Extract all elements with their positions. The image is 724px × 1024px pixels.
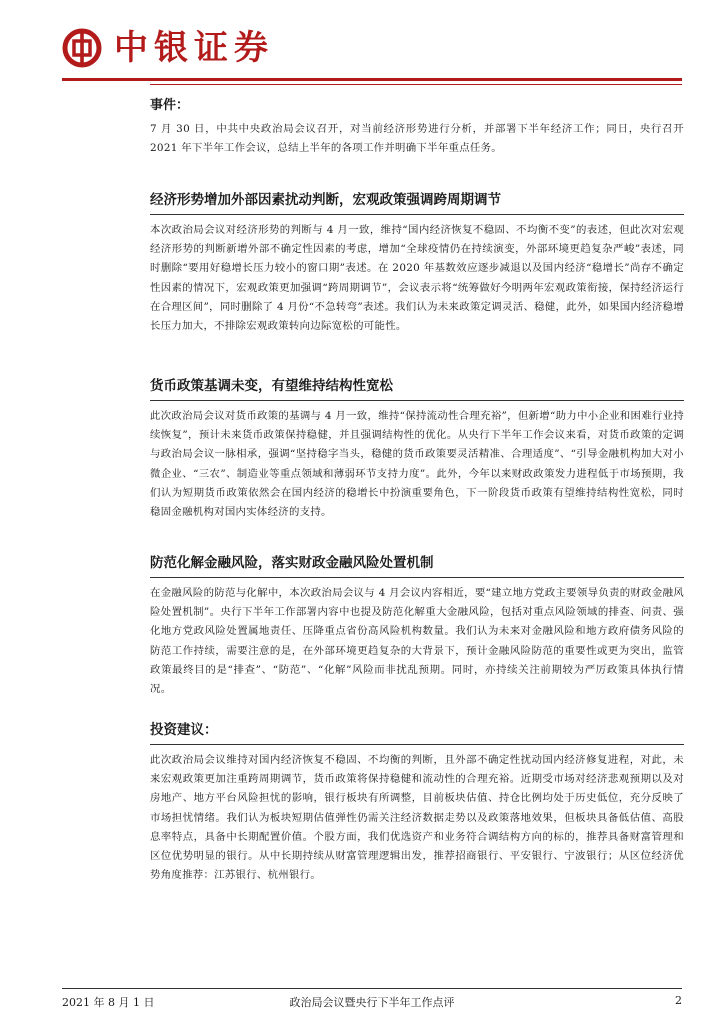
section-economy [150, 188, 684, 336]
section-text-monetary: 此次政治局会议对货币政策的基调与 4 月一致，维持“保持流动性合理充裕”，但新增“助力中小企业和困难行业持续恢复”，预计未来货币政策保持稳健，并且强调结构性的优化。从央行下半年工作会议来看，对货币政策的定调与政治局会议一脉相承，强调“坚持稳字当头，稳健的货币政策要灵活精准、合理适度”、“引导金融机构加大对小微企业、“三农”、制造业等重点领域和薄弱环节支持力度”。此外，今年以来财政政策发力进程低于市场预期，我们认为短期货币政策依然会在国内经济的稳增长中扮演重要角色，下一阶段货币政策有望维持结构性宽松，同时稳固金融机构对国内实体经济的支持。 [150, 410, 684, 519]
section-title-economy: 经济形势增加外部因素扰动判断，宏观政策强调跨周期调节 [150, 188, 684, 215]
header-subdivider [150, 84, 682, 85]
section-text-economy: 本次政治局会议对经济形势的判断与 4 月一致，维持“国内经济恢复不稳固、不均衡不变”的表述，但此次对宏观经济形势的判断新增外部不确定性因素的考虑，增加“全球疫情仍在持续演变，外部环境更趋复杂严峻”表述，同时删除“要用好稳增长压力较小的窗口期”表述。在 2020 年基数效应逐步减退以及国内经济“稳增长”尚存不确定性因素的情况下，宏观政策更加强调“跨周期调节”，会议表示将“统筹做好今明两年宏观政策衔接，保持经济运行在合理区间”，同时删除了 4 月份“不急转弯”表述。我们认为未来政策定调灵活、稳健，此外，如果国内经济稳增长压力加大，不排除宏观政策转向边际宽松的可能性。 [150, 224, 684, 333]
advice-label: 投资建议： [150, 718, 684, 745]
report-header [62, 24, 274, 72]
section-risk [150, 551, 684, 699]
footer-date: 2021 年 8 月 1 日 [62, 996, 155, 1009]
section-title-monetary: 货币政策基调未变，有望维持结构性宽松 [150, 374, 684, 401]
event-label: 事件： [150, 98, 190, 113]
section-title-risk: 防范化解金融风险，落实财政金融风险处置机制 [150, 551, 684, 578]
bank-of-china-logo-icon [62, 28, 102, 68]
event-text-block [150, 120, 684, 158]
footer-divider [62, 988, 682, 989]
header-divider [62, 78, 682, 81]
section-text-risk: 在金融风险的防范与化解中，本次政治局会议与 4 月会议内容相近，要“建立地方党政主要领导负责的财政金融风险处置机制”。央行下半年工作部署内容中也提及防范化解重大金融风险，包括对重点风险领域的排查、问责、强化地方党政风险处置属地责任、压降重点省份高风险机构数量。我们认为未来对金融风险和地方政府债务风险的防范工作持续，需要注意的是，在外部环境更趋复杂的大背景下，预计金融风险防范的重要性或更为突出，监管政策最终目的是“排查”、“防范”、“化解”风险而非扰乱预期。同时，亦持续关注前期较为严厉政策具体执行情况。 [150, 587, 684, 696]
brand-name: 中银证券 [114, 28, 274, 68]
event-block [150, 94, 684, 113]
page-footer [62, 994, 682, 1010]
event-text: 7 月 30 日，中共中央政治局会议召开，对当前经济形势进行分析，并部署下半年经济工作；同日，央行召开2021 年下半年工作会议，总结上半年的各项工作并明确下半年重点任务。 [150, 123, 684, 155]
advice-block [150, 718, 684, 885]
footer-title: 政治局会议暨央行下半年工作点评 [289, 996, 455, 1009]
advice-text: 此次政治局会议维持对国内经济恢复不稳固、不均衡的判断，且外部不确定性扰动国内经济修复进程，对此，未来宏观政策更加注重跨周期调节，货币政策将保持稳健和流动性的合理充裕。近期受市场对经济悲观预期以及对房地产、地方平台风险担忧的影响，银行板块有所调整，目前板块估值、持仓比例均处于历史低位，充分反映了市场担忧情绪。我们认为板块短期估值弹性仍需关注经济数据走势以及政策落地效果，但板块具备低估值、高股息率特点，具备中长期配置价值。个股方面，我们优选资产和业务符合调结构方向的标的，推荐具备财富管理和区位优势明显的银行。从中长期持续从财富管理逻辑出发，推荐招商银行、平安银行、宁波银行；从区位经济优势角度推荐：江苏银行、杭州银行。 [150, 754, 684, 882]
section-monetary [150, 374, 684, 522]
page-number: 2 [675, 994, 682, 1007]
